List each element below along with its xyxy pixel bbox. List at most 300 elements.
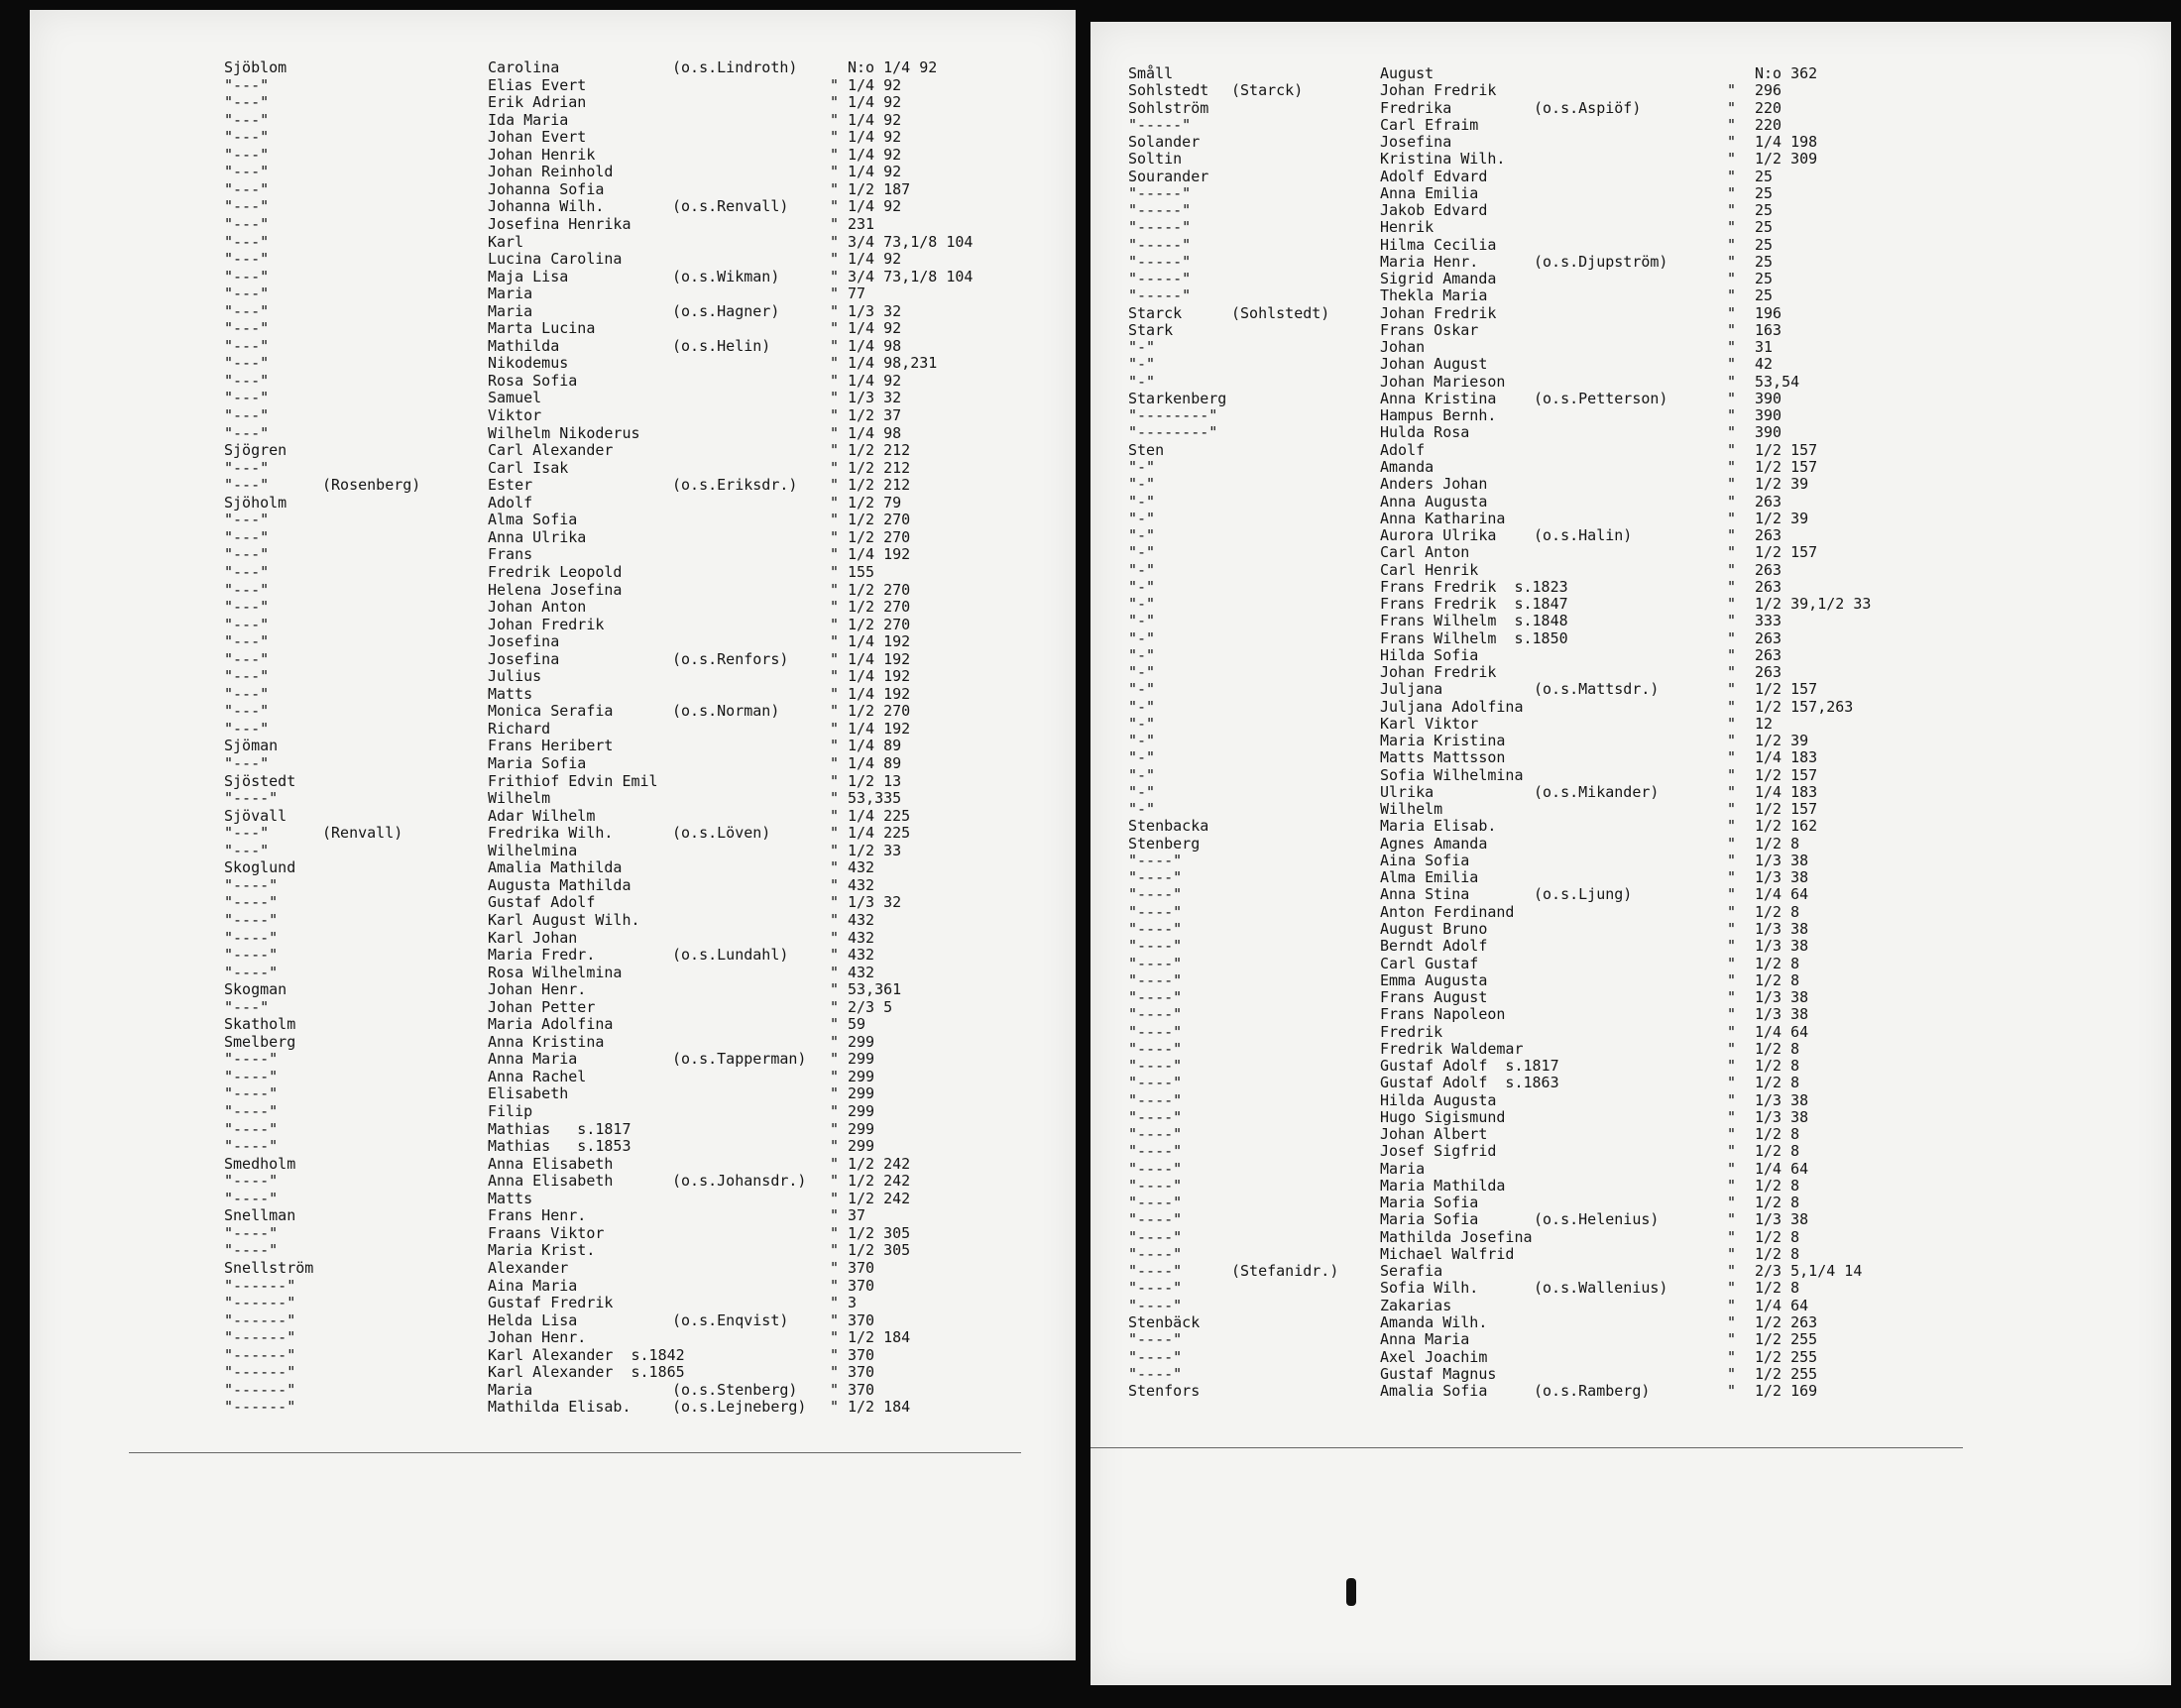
- surname-cell: "---": [224, 214, 270, 233]
- reference-cell: 2/3 5: [848, 997, 893, 1016]
- given-name-cell: Maria Sofia: [1380, 1210, 1479, 1229]
- given-name-cell: Carl Gustaf: [1380, 954, 1479, 972]
- given-name-cell: Gustaf Adolf s.1863: [1380, 1074, 1559, 1092]
- given-name-cell: Elisabeth: [488, 1084, 569, 1103]
- given-name-cell: Gustaf Adolf s.1817: [1380, 1057, 1559, 1076]
- reference-cell: 1/2 157: [1755, 440, 1818, 459]
- reference-cell: 1/2 305: [848, 1241, 911, 1260]
- given-name-cell: Richard: [488, 719, 551, 738]
- ditto-mark: ": [830, 1258, 840, 1277]
- register-entry: [1090, 596, 2171, 614]
- ditto-mark: ": [830, 598, 840, 617]
- surname-cell: "---": [224, 562, 270, 581]
- register-entry: [30, 738, 1076, 755]
- reference-cell: 25: [1755, 270, 1774, 288]
- ditto-mark: ": [1727, 1312, 1737, 1331]
- register-entry: [30, 529, 1076, 547]
- reference-cell: 1/2 157,263: [1755, 697, 1854, 716]
- given-name-cell: Fraans Viktor: [488, 1223, 605, 1242]
- register-entry: [1090, 1246, 2171, 1264]
- ditto-mark: ": [1727, 1296, 1737, 1314]
- given-name-cell: Wilhelm: [1380, 800, 1443, 819]
- register-entry: [30, 1085, 1076, 1103]
- given-name-cell: Carl Alexander: [488, 441, 614, 460]
- reference-cell: 1/2 8: [1755, 834, 1800, 853]
- ditto-mark: ": [1727, 1194, 1737, 1212]
- surname-cell: "------": [224, 1363, 296, 1382]
- surname-cell: "-": [1128, 628, 1156, 647]
- given-name-cell: Frans: [488, 545, 533, 564]
- reference-cell: 1/2 270: [848, 615, 911, 633]
- ditto-mark: ": [1727, 389, 1737, 407]
- register-entry: [1090, 1383, 2171, 1401]
- reference-cell: 1/2 157: [1755, 457, 1818, 476]
- surname-cell: "-": [1128, 732, 1156, 750]
- register-entry: [30, 1103, 1076, 1121]
- ditto-mark: ": [830, 1398, 840, 1417]
- reference-cell: 299: [848, 1084, 875, 1103]
- maiden-name-note: (o.s.Lindroth): [672, 58, 798, 76]
- given-name-cell: Frans Wilhelm s.1850: [1380, 628, 1568, 647]
- ditto-mark: ": [1727, 303, 1737, 322]
- reference-cell: 263: [1755, 560, 1782, 579]
- reference-cell: 1/2 33: [848, 841, 902, 859]
- given-name-cell: Josefina: [488, 649, 560, 668]
- ditto-mark: ": [1727, 1347, 1737, 1366]
- reference-cell: 299: [848, 1137, 875, 1156]
- given-name-cell: Aurora Ulrika: [1380, 526, 1497, 545]
- given-name-cell: Juljana: [1380, 680, 1443, 699]
- surname-cell: "---": [224, 458, 270, 477]
- maiden-name-note: (o.s.Lundahl): [672, 946, 789, 965]
- surname-cell: "------": [224, 1398, 296, 1417]
- ditto-mark: ": [1727, 423, 1737, 442]
- given-name-cell: Jakob Edvard: [1380, 201, 1488, 220]
- register-entry: [1090, 202, 2171, 220]
- register-entry: [1090, 613, 2171, 630]
- register-entry: [30, 1121, 1076, 1139]
- given-name-cell: Frans Fredrik s.1847: [1380, 595, 1568, 614]
- surname-cell: "----": [1128, 920, 1183, 938]
- ditto-mark: ": [1727, 560, 1737, 579]
- register-entry: [30, 216, 1076, 234]
- given-name-cell: Maria: [1380, 1159, 1426, 1178]
- given-name-cell: Agnes Amanda: [1380, 834, 1488, 853]
- reference-cell: 1/4 192: [848, 684, 911, 703]
- surname-cell: "-": [1128, 782, 1156, 801]
- register-entry: [30, 303, 1076, 321]
- ditto-mark: ": [830, 684, 840, 703]
- ditto-mark: ": [1727, 1382, 1737, 1401]
- given-name-cell: Johan: [1380, 338, 1426, 357]
- right-bottom-rule: [1090, 1447, 1963, 1448]
- register-entry: [1090, 1006, 2171, 1024]
- surname-cell: Skatholm: [224, 1015, 296, 1034]
- register-entry: [30, 425, 1076, 443]
- reference-cell: 1/3 38: [1755, 920, 1809, 938]
- reference-cell: 1/4 92: [848, 110, 902, 129]
- register-entry: [1090, 459, 2171, 477]
- register-entry: [30, 269, 1076, 286]
- surname-cell: Skoglund: [224, 858, 296, 877]
- register-entry: [1090, 1211, 2171, 1229]
- given-name-cell: Adar Wilhelm: [488, 806, 596, 825]
- surname-cell: "----": [1128, 1210, 1183, 1229]
- surname-cell: "-": [1128, 714, 1156, 733]
- reference-cell: 1/4 192: [848, 632, 911, 651]
- reference-cell: 1/2 270: [848, 580, 911, 599]
- ditto-mark: ": [830, 928, 840, 947]
- ditto-mark: ": [1727, 150, 1737, 169]
- given-name-cell: Elias Evert: [488, 75, 587, 94]
- ditto-mark: ": [830, 232, 840, 251]
- surname-cell: "--------": [1128, 406, 1218, 425]
- reference-cell: 1/2 8: [1755, 1074, 1800, 1092]
- surname-cell: "---": [224, 75, 270, 94]
- register-entry: [1090, 1195, 2171, 1212]
- ditto-mark: ": [1727, 1005, 1737, 1024]
- reference-cell: 1/2 8: [1755, 970, 1800, 989]
- given-name-cell: Juljana Adolfina: [1380, 697, 1524, 716]
- ditto-mark: ": [1727, 800, 1737, 819]
- register-entry: [1090, 254, 2171, 272]
- ditto-mark: ": [830, 789, 840, 808]
- register-entry: [30, 112, 1076, 130]
- given-name-cell: Julius: [488, 667, 542, 686]
- ditto-mark: ": [830, 702, 840, 721]
- ditto-mark: ": [1727, 457, 1737, 476]
- reference-cell: 1/2 157: [1755, 765, 1818, 784]
- ditto-mark: ": [830, 336, 840, 355]
- ditto-mark: ": [1727, 885, 1737, 904]
- reference-cell: 220: [1755, 98, 1782, 117]
- ditto-mark: ": [830, 1310, 840, 1329]
- given-name-cell: Maria Adolfina: [488, 1015, 614, 1034]
- surname-cell: "----": [1128, 1227, 1183, 1246]
- register-entry: [1090, 1314, 2171, 1332]
- reference-cell: 1/2 8: [1755, 902, 1800, 921]
- register-entry: [1090, 151, 2171, 169]
- given-name-cell: Karl Viktor: [1380, 714, 1479, 733]
- ditto-mark: ": [830, 580, 840, 599]
- given-name-cell: Hilma Cecilia: [1380, 235, 1497, 254]
- reference-cell: 1/4 192: [848, 545, 911, 564]
- ditto-mark: ": [1727, 680, 1737, 699]
- reference-cell: 1/3 32: [848, 301, 902, 320]
- surname-cell: Sjövall: [224, 806, 287, 825]
- given-name-cell: Thekla Maria: [1380, 286, 1488, 305]
- register-entry: [30, 338, 1076, 356]
- reference-cell: 25: [1755, 235, 1774, 254]
- given-name-cell: Carl Efraim: [1380, 115, 1479, 134]
- ditto-mark: ": [830, 1241, 840, 1260]
- surname-cell: "-": [1128, 697, 1156, 716]
- reference-cell: 25: [1755, 201, 1774, 220]
- given-name-cell: Karl: [488, 232, 524, 251]
- given-name-cell: Fredrik Leopold: [488, 562, 623, 581]
- maiden-name-note: (o.s.Ljung): [1534, 885, 1633, 904]
- surname-cell: "----": [224, 963, 279, 981]
- surname-cell: "----": [224, 1241, 279, 1260]
- reference-cell: 432: [848, 858, 875, 877]
- surname-cell: "------": [224, 1380, 296, 1399]
- register-entry: [30, 808, 1076, 826]
- maiden-name-note: (o.s.Djupström): [1534, 252, 1668, 271]
- register-entry: [30, 1016, 1076, 1034]
- ditto-mark: ": [830, 1276, 840, 1295]
- reference-cell: 1/4 192: [848, 667, 911, 686]
- given-name-cell: Maria Kristina: [1380, 732, 1506, 750]
- ditto-mark: ": [830, 1363, 840, 1382]
- reference-cell: 432: [848, 910, 875, 929]
- surname-cell: "----": [224, 1084, 279, 1103]
- ditto-mark: ": [830, 719, 840, 738]
- given-name-cell: Maria Fredr.: [488, 946, 596, 965]
- surname-cell: "----": [224, 1050, 279, 1069]
- given-name-cell: Amalia Mathilda: [488, 858, 623, 877]
- given-name-cell: Josefina: [1380, 133, 1452, 152]
- given-name-cell: Hugo Sigismund: [1380, 1107, 1506, 1126]
- reference-cell: 370: [848, 1276, 875, 1295]
- given-name-cell: Ester: [488, 476, 533, 495]
- given-name-cell: Anna Elisabeth: [488, 1154, 614, 1173]
- maiden-name-note: (o.s.Wikman): [672, 267, 780, 285]
- register-entry: [30, 633, 1076, 651]
- ditto-mark: ": [1727, 235, 1737, 254]
- surname-cell: "-": [1128, 645, 1156, 664]
- register-entry: [30, 390, 1076, 407]
- given-name-cell: Anna Katharina: [1380, 509, 1506, 527]
- ditto-mark: ": [830, 946, 840, 965]
- given-name-cell: Frans Napoleon: [1380, 1005, 1506, 1024]
- reference-cell: 1/2 212: [848, 441, 911, 460]
- given-name-cell: Helda Lisa: [488, 1310, 578, 1329]
- maiden-name-note: (o.s.Renvall): [672, 197, 789, 216]
- ditto-mark: ": [1727, 970, 1737, 989]
- register-entry: [1090, 630, 2171, 648]
- ditto-mark: ": [1727, 1176, 1737, 1195]
- ditto-mark: ": [830, 1206, 840, 1225]
- reference-cell: 1/4 98,231: [848, 354, 938, 373]
- surname-cell: "----": [1128, 885, 1183, 904]
- register-entry: [30, 1156, 1076, 1174]
- given-name-cell: Matts: [488, 1189, 533, 1207]
- surname-cell: "----": [224, 789, 279, 808]
- surname-cell: "---": [224, 719, 270, 738]
- given-name-cell: Johan Fredrik: [488, 615, 605, 633]
- given-name-cell: Maria: [488, 1380, 533, 1399]
- given-name-cell: Mathias s.1817: [488, 1119, 631, 1138]
- given-name-cell: Carolina: [488, 58, 560, 76]
- given-name-cell: Anna Emilia: [1380, 183, 1479, 202]
- surname-cell: "----": [224, 1172, 279, 1191]
- register-entry: [30, 495, 1076, 512]
- ditto-mark: ": [1727, 697, 1737, 716]
- register-entry: [30, 703, 1076, 721]
- surname-cell: "----": [1128, 1194, 1183, 1212]
- surname-cell: "---": [224, 267, 270, 285]
- ditto-mark: ": [830, 128, 840, 147]
- reference-cell: 432: [848, 963, 875, 981]
- reference-cell: 1/4 225: [848, 806, 911, 825]
- register-entry: [30, 234, 1076, 252]
- ditto-mark: ": [1727, 1227, 1737, 1246]
- register-entry: [1090, 836, 2171, 854]
- ditto-mark: ": [1727, 988, 1737, 1007]
- register-entry: [1090, 1075, 2171, 1092]
- register-entry: [1090, 1143, 2171, 1161]
- ditto-mark: ": [1727, 612, 1737, 630]
- ditto-mark: ": [830, 476, 840, 495]
- reference-cell: 1/4 64: [1755, 1159, 1809, 1178]
- given-name-cell: Axel Joachim: [1380, 1347, 1488, 1366]
- surname-cell: "-": [1128, 457, 1156, 476]
- given-name-cell: Gustaf Fredrik: [488, 1294, 614, 1312]
- register-entry: [30, 1260, 1076, 1278]
- given-name-cell: Hilda Sofia: [1380, 645, 1479, 664]
- reference-cell: 299: [848, 1119, 875, 1138]
- reference-cell: 2/3 5,1/4 14: [1755, 1262, 1863, 1281]
- ditto-mark: ": [1727, 218, 1737, 237]
- surname-cell: "----": [224, 1067, 279, 1085]
- given-name-cell: Anna Kristina: [488, 1032, 605, 1051]
- maiden-name-note: (o.s.Ramberg): [1534, 1382, 1651, 1401]
- given-name-cell: Mathilda Elisab.: [488, 1398, 631, 1417]
- reference-cell: 1/2 37: [848, 406, 902, 424]
- register-entry: [1090, 305, 2171, 323]
- reference-cell: 390: [1755, 389, 1782, 407]
- given-name-cell: Augusta Mathilda: [488, 875, 631, 894]
- reference-cell: 1/2 212: [848, 458, 911, 477]
- register-entry: [1090, 647, 2171, 665]
- given-name-cell: Maria Sofia: [488, 754, 587, 772]
- register-entry: [1090, 339, 2171, 357]
- reference-cell: 299: [848, 1050, 875, 1069]
- surname-cell: Soltin: [1128, 150, 1183, 169]
- register-entry: [30, 147, 1076, 165]
- register-entry: [30, 94, 1076, 112]
- ditto-mark: ": [1727, 595, 1737, 614]
- given-name-cell: Karl Alexander s.1842: [488, 1345, 685, 1364]
- reference-cell: 1/3 38: [1755, 1107, 1809, 1126]
- given-name-cell: Johan Fredrik: [1380, 663, 1497, 682]
- reference-cell: 1/4 92: [848, 93, 902, 112]
- register-entry: [1090, 1161, 2171, 1179]
- given-name-cell: Maria: [488, 301, 533, 320]
- ditto-mark: ": [1727, 98, 1737, 117]
- register-entry: [30, 129, 1076, 147]
- given-name-cell: Frans Heribert: [488, 737, 614, 755]
- reference-cell: 1/4 98: [848, 336, 902, 355]
- surname-cell: "-": [1128, 595, 1156, 614]
- ditto-mark: ": [830, 771, 840, 790]
- reference-cell: 1/4 183: [1755, 748, 1818, 767]
- surname-cell: "----": [1128, 1347, 1183, 1366]
- ditto-mark: ": [830, 1015, 840, 1034]
- alt-name-cell: (Starck): [1231, 81, 1304, 100]
- given-name-cell: Frithiof Edvin Emil: [488, 771, 658, 790]
- reference-cell: 1/2 242: [848, 1172, 911, 1191]
- surname-cell: "---": [224, 580, 270, 599]
- surname-cell: Starck: [1128, 303, 1183, 322]
- given-name-cell: Zakarias: [1380, 1296, 1452, 1314]
- ditto-mark: ": [830, 1067, 840, 1085]
- given-name-cell: Gustaf Magnus: [1380, 1364, 1497, 1383]
- reference-cell: 1/2 39: [1755, 732, 1809, 750]
- surname-cell: "----": [1128, 1364, 1183, 1383]
- ditto-mark: ": [1727, 1142, 1737, 1161]
- register-entry: [30, 686, 1076, 704]
- surname-cell: Solander: [1128, 133, 1201, 152]
- register-entry: [30, 773, 1076, 791]
- given-name-cell: Sofia Wilh.: [1380, 1279, 1479, 1298]
- register-entry: [30, 843, 1076, 860]
- ditto-mark: ": [830, 423, 840, 442]
- register-entry: [30, 355, 1076, 373]
- ditto-mark: ": [1727, 577, 1737, 596]
- register-entry: [30, 790, 1076, 808]
- register-entry: [1090, 1058, 2171, 1076]
- ditto-mark: ": [830, 1189, 840, 1207]
- register-entry: [30, 477, 1076, 495]
- ditto-mark: ": [830, 214, 840, 233]
- ditto-mark: ": [830, 285, 840, 303]
- given-name-cell: Anna Maria: [488, 1050, 578, 1069]
- reference-cell: 59: [848, 1015, 866, 1034]
- alt-name-cell: (Stefanidr.): [1231, 1262, 1339, 1281]
- reference-cell: 12: [1755, 714, 1774, 733]
- reference-cell: 1/4 64: [1755, 1022, 1809, 1041]
- reference-cell: 1/2 270: [848, 511, 911, 529]
- given-name-cell: Maria Krist.: [488, 1241, 596, 1260]
- given-name-cell: Ida Maria: [488, 110, 569, 129]
- reference-cell: 1/2 162: [1755, 817, 1818, 836]
- alt-name-cell: (Sohlstedt): [1231, 303, 1330, 322]
- surname-cell: "----": [1128, 988, 1183, 1007]
- given-name-cell: Fredrika Wilh.: [488, 824, 614, 843]
- register-entry: [1090, 767, 2171, 785]
- surname-cell: Sjöstedt: [224, 771, 296, 790]
- surname-cell: Sten: [1128, 440, 1165, 459]
- reference-cell: 1/3 38: [1755, 1005, 1809, 1024]
- register-entry: [30, 912, 1076, 930]
- ditto-mark: ": [1727, 1125, 1737, 1144]
- surname-cell: "----": [1128, 1039, 1183, 1058]
- reference-cell: 263: [1755, 526, 1782, 545]
- given-name-cell: Frans August: [1380, 988, 1488, 1007]
- given-name-cell: Josefina: [488, 632, 560, 651]
- ditto-mark: ": [830, 389, 840, 407]
- alt-name-cell: (Renvall): [322, 824, 403, 843]
- surname-cell: "----": [224, 1102, 279, 1120]
- given-name-cell: Michael Walfrid: [1380, 1244, 1515, 1263]
- register-entry: [30, 859, 1076, 877]
- surname-cell: "---": [224, 527, 270, 546]
- reference-cell: 1/2 8: [1755, 1176, 1800, 1195]
- register-entry: [30, 546, 1076, 564]
- given-name-cell: Johan August: [1380, 355, 1488, 374]
- surname-cell: "-": [1128, 338, 1156, 357]
- surname-cell: "-----": [1128, 115, 1192, 134]
- register-entry: [30, 1034, 1076, 1052]
- given-name-cell: Carl Henrik: [1380, 560, 1479, 579]
- ditto-mark: ": [830, 649, 840, 668]
- register-entry: [1090, 1280, 2171, 1298]
- reference-cell: 1/2 255: [1755, 1347, 1818, 1366]
- register-entry: [30, 1278, 1076, 1296]
- surname-cell: "----": [1128, 868, 1183, 887]
- given-name-cell: Anna Stina: [1380, 885, 1470, 904]
